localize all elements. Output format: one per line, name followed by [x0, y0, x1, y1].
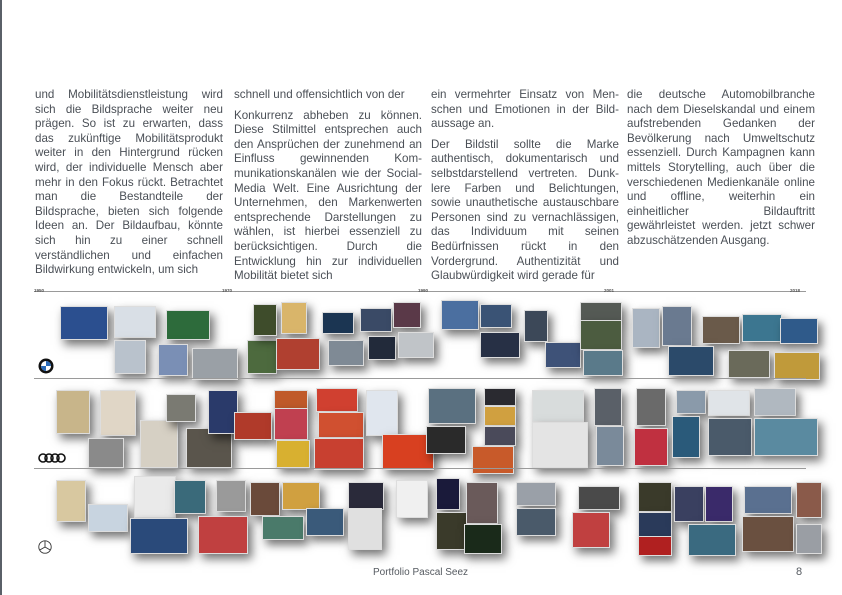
- ad-thumbnail: [316, 388, 358, 412]
- mercedes-logo-icon: [38, 540, 52, 559]
- ad-thumbnail: [636, 388, 666, 426]
- ad-thumbnail: [796, 482, 822, 518]
- ad-thumbnail: [580, 302, 622, 322]
- bmw-logo-icon: [38, 358, 54, 379]
- ad-thumbnail: [580, 320, 622, 350]
- ad-thumbnail: [484, 426, 516, 446]
- timeline-row-mercedes: [34, 468, 806, 556]
- page-edge-strip: [0, 0, 2, 595]
- ad-thumbnail: [638, 512, 672, 538]
- ad-thumbnail: [436, 478, 460, 510]
- text-column-1: [35, 88, 223, 284]
- ad-thumbnail: [250, 482, 280, 516]
- ad-thumbnail: [366, 390, 398, 436]
- ad-thumbnail: [742, 314, 782, 342]
- ad-thumbnail: [672, 416, 700, 458]
- ad-thumbnail: [464, 524, 502, 554]
- ad-thumbnail: [532, 390, 584, 422]
- ad-thumbnail: [728, 350, 770, 378]
- ad-thumbnail: [516, 482, 556, 506]
- brand-ad-timeline: [34, 288, 806, 558]
- ad-thumbnail: [742, 516, 794, 552]
- ad-thumbnail: [276, 338, 320, 370]
- ad-thumbnail: [114, 340, 146, 374]
- ad-thumbnail: [234, 412, 272, 440]
- text-column-3: [431, 88, 619, 290]
- ad-thumbnail: [466, 482, 498, 524]
- ad-thumbnail: [56, 390, 90, 434]
- ad-thumbnail: [796, 524, 822, 554]
- paragraph: Konkurrenz abheben zu können. Diese Stilmittel entsprechen auch den Ansprüchen der zunehmend an Einfluss gewinnenden Kommunikationskanälen wie der Social-Media Welt. Eine Ausrichtung der Unternehmen, den Markenwerten entsprechende Darstellungen zu wählen, ist hierbei essenziell zu berücksichtigen. Durch die Entwicklung hin zur individuellen Mobilität bietet sich: [234, 108, 422, 283]
- text-column-4: [627, 88, 815, 255]
- ad-thumbnail: [393, 302, 421, 328]
- footer-title: Portfolio Pascal Seez: [373, 567, 469, 578]
- ad-thumbnail: [56, 480, 86, 522]
- text-column-2: [234, 88, 422, 290]
- paragraph: die deutsche Automobilbranche nach dem Dieselskandal und einem aufstrebenden Gedanken der Bevölkerung nach Umweltschutz essenziell. Durch Kampagnen kann mittels Storytelling, auch über die verschiedenen Medienkanäle online und offline, weiterhin ein einheitlicher Bildauftritt gewährleistet werden. jetzt schwer abzuschätzenden Ausgang.: [627, 88, 815, 247]
- ad-thumbnail: [572, 512, 610, 548]
- ad-thumbnail: [634, 428, 668, 466]
- ad-thumbnail: [368, 336, 396, 360]
- page-number: 8: [796, 566, 803, 578]
- ad-thumbnail: [114, 306, 156, 338]
- ad-thumbnail: [360, 308, 392, 332]
- ad-thumbnail: [262, 516, 304, 540]
- ad-thumbnail: [186, 428, 232, 468]
- timeline-row-bmw: [34, 288, 806, 376]
- ad-thumbnail: [674, 486, 704, 522]
- ad-thumbnail: [524, 310, 548, 342]
- ad-thumbnail: [754, 418, 818, 456]
- ad-thumbnail: [88, 438, 124, 468]
- ad-thumbnail: [166, 310, 210, 340]
- ad-thumbnail: [480, 332, 520, 358]
- ad-thumbnail: [276, 440, 310, 468]
- paragraph: und Mobilitätsdienstleistung wird sich die Bildsprache weiter neu prägen. So ist zu erwarten, dass das zukünftige Mobilitätsprodukt weiter in den Hintergrund rücken wird, der individuelle Mensch aber mehr in den Fokus rückt. Betrachtet man die Bestandteile der Bildsprache, bieten sich folgende Ideen an. Der Bildaufbau, könnte sich hin zu einer schnell verständlichen und einfachen Bildwirkung entwickeln, um sich: [35, 88, 223, 277]
- ad-thumbnail: [398, 332, 434, 358]
- ad-thumbnail: [676, 390, 706, 414]
- ad-thumbnail: [638, 482, 672, 512]
- ad-thumbnail: [702, 316, 740, 344]
- ad-thumbnail: [708, 418, 752, 456]
- ad-thumbnail: [545, 342, 581, 368]
- ad-thumbnail: [166, 394, 196, 422]
- ad-thumbnail: [708, 390, 750, 416]
- ad-thumbnail: [100, 390, 136, 436]
- paragraph: Der Bildstil sollte die Marke authentisch, dokumentarisch und selbstdarstellend vertreten. Dunklere Farben und Belichtungen, sowie unauthetische austauschbare Personen sind zu vernachlässigen, das Individuum mit seinen Bedürfnissen rückt in den Vordergrund. Authentizität und Glaubwürdigkeit wird gerade für: [431, 137, 619, 283]
- paragraph: schnell und offensichtlich von der: [234, 88, 405, 101]
- ad-thumbnail: [174, 480, 206, 514]
- ad-thumbnail: [596, 426, 624, 466]
- timeline-row-audi: [34, 378, 806, 466]
- ad-thumbnail: [754, 388, 796, 416]
- year-label: 1970: [222, 288, 233, 293]
- ad-thumbnail: [774, 352, 820, 380]
- audi-logo-icon: [38, 450, 66, 468]
- ad-thumbnail: [426, 426, 466, 454]
- ad-thumbnail: [638, 536, 672, 556]
- ad-thumbnail: [306, 508, 344, 536]
- ad-thumbnail: [318, 412, 364, 438]
- ad-thumbnail: [274, 390, 308, 410]
- ad-thumbnail: [484, 406, 516, 426]
- ad-thumbnail: [88, 504, 128, 532]
- ad-thumbnail: [744, 486, 792, 514]
- ad-thumbnail: [594, 388, 622, 426]
- ad-thumbnail: [314, 438, 364, 470]
- ad-thumbnail: [348, 508, 382, 550]
- ad-thumbnail: [662, 306, 692, 346]
- ad-thumbnail: [322, 312, 354, 334]
- ad-thumbnail: [484, 388, 516, 406]
- ad-thumbnail: [583, 350, 623, 376]
- ad-thumbnail: [60, 306, 108, 340]
- ad-thumbnail: [198, 516, 248, 554]
- year-label: 1950: [34, 288, 45, 293]
- ad-thumbnail: [632, 308, 660, 348]
- ad-thumbnail: [532, 422, 588, 468]
- ad-thumbnail: [253, 304, 277, 336]
- ad-thumbnail: [247, 340, 277, 374]
- ad-thumbnail: [441, 300, 479, 330]
- ad-thumbnail: [192, 348, 238, 380]
- year-label: 2018: [790, 288, 801, 293]
- ad-thumbnail: [480, 304, 512, 328]
- ad-thumbnail: [216, 480, 246, 512]
- paragraph: ein vermehrter Einsatz von Menschen und Emotionen in der Bildaussage an.: [431, 88, 619, 131]
- ad-thumbnail: [348, 482, 384, 510]
- ad-thumbnail: [578, 486, 620, 510]
- ad-thumbnail: [158, 344, 188, 376]
- ad-thumbnail: [668, 346, 714, 376]
- year-label: 1990: [418, 288, 429, 293]
- ad-thumbnail: [274, 408, 308, 440]
- ad-thumbnail: [688, 524, 736, 556]
- ad-thumbnail: [281, 302, 307, 334]
- ad-thumbnail: [516, 508, 556, 536]
- ad-thumbnail: [705, 486, 733, 522]
- ad-thumbnail: [282, 482, 320, 510]
- ad-thumbnail: [328, 340, 364, 366]
- ad-thumbnail: [396, 480, 428, 518]
- ad-thumbnail: [780, 318, 818, 344]
- ad-thumbnail: [134, 476, 176, 518]
- ad-thumbnail: [130, 518, 188, 554]
- ad-thumbnail: [140, 420, 178, 468]
- year-label: 2001: [604, 288, 615, 293]
- ad-thumbnail: [428, 388, 476, 424]
